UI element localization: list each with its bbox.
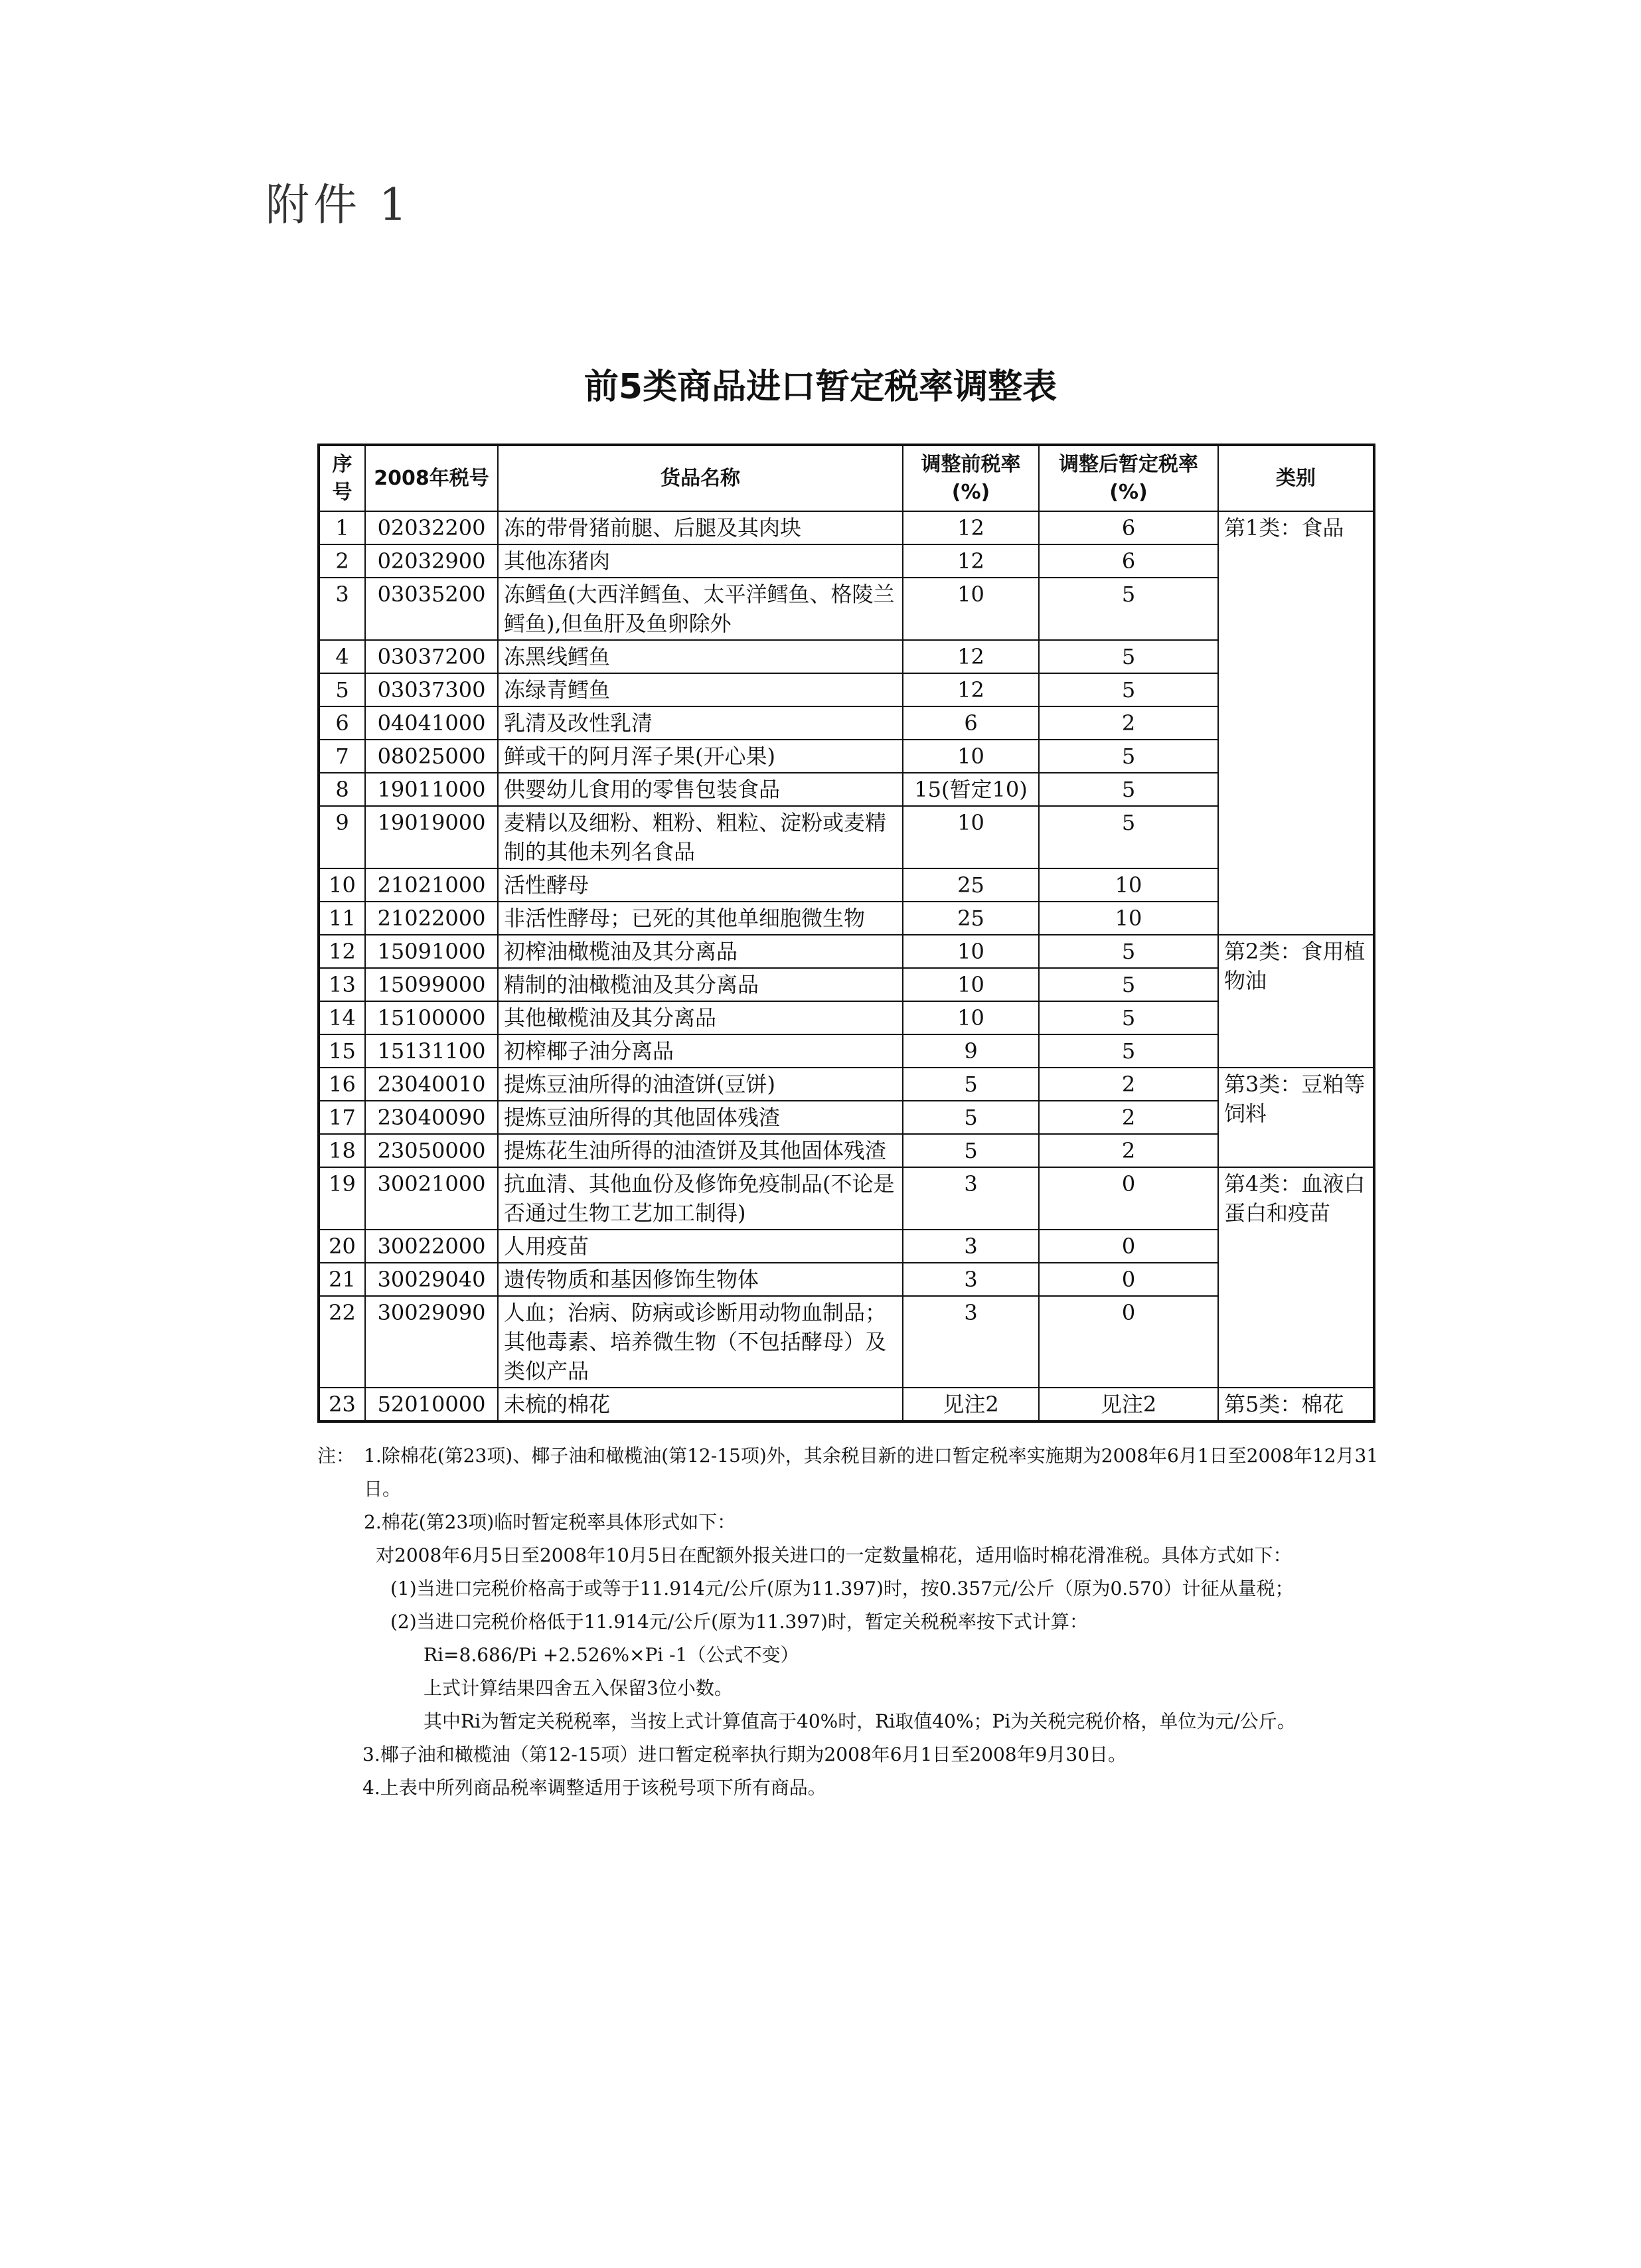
- row-after-rate: 2: [1039, 1101, 1218, 1134]
- header-seq: 序号: [319, 445, 365, 511]
- row-seq: 11: [319, 902, 365, 935]
- table-row: [319, 640, 1374, 673]
- row-after-rate: 5: [1039, 935, 1218, 968]
- note-2-formula: Ri=8.686/Pi +2.526%×Pi -1（公式不变）: [424, 1644, 799, 1666]
- note-1: 1.除棉花(第23项)、椰子油和橄榄油(第12-15项)外，其余税目新的进口暂定税率实施期为2008年6月1日至2008年12月31日。: [364, 1445, 1379, 1500]
- row-code: 21021000: [365, 868, 498, 902]
- row-code: 02032900: [365, 544, 498, 578]
- row-code: 03037200: [365, 640, 498, 673]
- row-seq: 19: [319, 1167, 365, 1230]
- row-after-rate: 0: [1039, 1230, 1218, 1263]
- row-after-rate: 5: [1039, 640, 1218, 673]
- row-name: 精制的油橄榄油及其分离品: [498, 968, 903, 1001]
- header-category: 类别: [1218, 445, 1374, 511]
- row-seq: 12: [319, 935, 365, 968]
- row-name: 初榨椰子油分离品: [498, 1034, 903, 1068]
- row-code: 15099000: [365, 968, 498, 1001]
- attachment-label: 附件 1: [266, 179, 411, 230]
- table-row: [319, 868, 1374, 902]
- row-code: 15091000: [365, 935, 498, 968]
- row-before-rate: 3: [903, 1230, 1039, 1263]
- row-seq: 7: [319, 740, 365, 773]
- row-seq: 8: [319, 773, 365, 806]
- table-row: [319, 1296, 1374, 1388]
- note-2-clause-2: (2)当进口完税价格低于11.914元/公斤(原为11.397)时，暂定关税税率按下式计算：: [390, 1611, 1088, 1633]
- table-row: [319, 968, 1374, 1001]
- row-before-rate: 6: [903, 706, 1039, 740]
- row-before-rate: 5: [903, 1134, 1039, 1167]
- tariff-table: [317, 444, 1375, 1423]
- row-name: 未梳的棉花: [498, 1388, 903, 1421]
- row-seq: 13: [319, 968, 365, 1001]
- row-name: 提炼豆油所得的油渣饼(豆饼): [498, 1068, 903, 1101]
- note-2-definition: 其中Ri为暂定关税税率，当按上式计算值高于40%时，Ri取值40%；Pi为关税完税价格，单位为元/公斤。: [424, 1710, 1296, 1732]
- row-code: 21022000: [365, 902, 498, 935]
- row-before-rate: 10: [903, 935, 1039, 968]
- row-name: 抗血清、其他血份及修饰免疫制品(不论是否通过生物工艺加工制得): [498, 1167, 903, 1230]
- row-seq: 21: [319, 1263, 365, 1296]
- table-row: [319, 1388, 1374, 1421]
- row-seq: 9: [319, 806, 365, 868]
- table-row: [319, 673, 1374, 706]
- notes-section: [317, 1439, 1379, 1805]
- row-seq: 6: [319, 706, 365, 740]
- row-before-rate: 25: [903, 902, 1039, 935]
- row-after-rate: 2: [1039, 706, 1218, 740]
- table-row: [319, 1263, 1374, 1296]
- row-name: 供婴幼儿食用的零售包装食品: [498, 773, 903, 806]
- row-before-rate: 5: [903, 1101, 1039, 1134]
- row-after-rate: 5: [1039, 1034, 1218, 1068]
- row-after-rate: 10: [1039, 868, 1218, 902]
- table-row: [319, 902, 1374, 935]
- row-before-rate: 3: [903, 1167, 1039, 1230]
- row-code: 15131100: [365, 1034, 498, 1068]
- row-before-rate: 3: [903, 1263, 1039, 1296]
- row-before-rate: 12: [903, 640, 1039, 673]
- row-after-rate: 2: [1039, 1134, 1218, 1167]
- note-3: 3.椰子油和橄榄油（第12-15项）进口暂定税率执行期为2008年6月1日至2008年9月30日。: [362, 1743, 1127, 1765]
- row-name: 非活性酵母；已死的其他单细胞微生物: [498, 902, 903, 935]
- row-name: 遗传物质和基因修饰生物体: [498, 1263, 903, 1296]
- row-before-rate: 9: [903, 1034, 1039, 1068]
- category-blood-vaccine: 第4类：血液白蛋白和疫苗: [1218, 1167, 1374, 1388]
- row-after-rate: 10: [1039, 902, 1218, 935]
- row-name: 冻黑线鳕鱼: [498, 640, 903, 673]
- row-before-rate: 10: [903, 968, 1039, 1001]
- row-before-rate: 15(暂定10): [903, 773, 1039, 806]
- row-before-rate: 10: [903, 806, 1039, 868]
- row-after-rate: 0: [1039, 1167, 1218, 1230]
- row-name: 人血；治病、防病或诊断用动物血制品；其他毒素、培养微生物（不包括酵母）及类似产品: [498, 1296, 903, 1388]
- category-cotton: 第5类：棉花: [1218, 1388, 1374, 1421]
- row-after-rate: 5: [1039, 673, 1218, 706]
- row-after-rate: 5: [1039, 740, 1218, 773]
- table-row: [319, 1101, 1374, 1134]
- row-name: 其他冻猪肉: [498, 544, 903, 578]
- header-name: 货品名称: [498, 445, 903, 511]
- row-after-rate: 2: [1039, 1068, 1218, 1101]
- row-after-rate: 6: [1039, 511, 1218, 544]
- row-name: 提炼花生油所得的油渣饼及其他固体残渣: [498, 1134, 903, 1167]
- document-title: 前5类商品进口暂定税率调整表: [584, 367, 1057, 407]
- header-code: 2008年税号: [365, 445, 498, 511]
- row-seq: 17: [319, 1101, 365, 1134]
- table-row: [319, 806, 1374, 868]
- row-seq: 22: [319, 1296, 365, 1388]
- row-code: 23040010: [365, 1068, 498, 1101]
- row-code: 30022000: [365, 1230, 498, 1263]
- header-after-rate: 调整后暂定税率(%): [1039, 445, 1218, 511]
- row-seq: 18: [319, 1134, 365, 1167]
- row-after-rate: 5: [1039, 773, 1218, 806]
- table-row: [319, 773, 1374, 806]
- row-name: 人用疫苗: [498, 1230, 903, 1263]
- row-code: 08025000: [365, 740, 498, 773]
- row-name: 乳清及改性乳清: [498, 706, 903, 740]
- header-before-rate: 调整前税率(%): [903, 445, 1039, 511]
- row-seq: 23: [319, 1388, 365, 1421]
- row-before-rate: 10: [903, 1001, 1039, 1034]
- category-food: 第1类：食品: [1218, 511, 1374, 935]
- table-row: [319, 1167, 1374, 1230]
- note-2: 2.棉花(第23项)临时暂定税率具体形式如下：: [364, 1511, 736, 1533]
- row-seq: 14: [319, 1001, 365, 1034]
- row-before-rate: 见注2: [903, 1388, 1039, 1421]
- row-code: 30021000: [365, 1167, 498, 1230]
- table-row: [319, 935, 1374, 968]
- table-row: [319, 1034, 1374, 1068]
- row-code: 23050000: [365, 1134, 498, 1167]
- row-before-rate: 10: [903, 740, 1039, 773]
- row-seq: 15: [319, 1034, 365, 1068]
- note-2-rounding: 上式计算结果四舍五入保留3位小数。: [424, 1677, 733, 1699]
- row-code: 52010000: [365, 1388, 498, 1421]
- row-code: 30029040: [365, 1263, 498, 1296]
- table-row: [319, 578, 1374, 640]
- row-before-rate: 12: [903, 511, 1039, 544]
- note-2-clause-1: (1)当进口完税价格高于或等于11.914元/公斤(原为11.397)时，按0.357元/公斤（原为0.570）计征从量税；: [390, 1578, 1294, 1599]
- row-seq: 5: [319, 673, 365, 706]
- table-row: [319, 544, 1374, 578]
- row-name: 活性酵母: [498, 868, 903, 902]
- table-row: [319, 1001, 1374, 1034]
- row-seq: 10: [319, 868, 365, 902]
- row-code: 02032200: [365, 511, 498, 544]
- row-seq: 1: [319, 511, 365, 544]
- note-2-intro: 对2008年6月5日至2008年10月5日在配额外报关进口的一定数量棉花，适用临时棉花滑准税。具体方式如下：: [376, 1544, 1292, 1566]
- row-before-rate: 25: [903, 868, 1039, 902]
- row-seq: 2: [319, 544, 365, 578]
- row-name: 麦精以及细粉、粗粉、粗粒、淀粉或麦精制的其他未列名食品: [498, 806, 903, 868]
- row-after-rate: 5: [1039, 578, 1218, 640]
- row-name: 冻绿青鳕鱼: [498, 673, 903, 706]
- table-row: [319, 511, 1374, 544]
- row-seq: 3: [319, 578, 365, 640]
- row-before-rate: 12: [903, 673, 1039, 706]
- row-seq: 4: [319, 640, 365, 673]
- row-before-rate: 3: [903, 1296, 1039, 1388]
- row-name: 鲜或干的阿月浑子果(开心果): [498, 740, 903, 773]
- row-after-rate: 5: [1039, 806, 1218, 868]
- row-before-rate: 5: [903, 1068, 1039, 1101]
- table-row: [319, 706, 1374, 740]
- row-seq: 16: [319, 1068, 365, 1101]
- row-after-rate: 0: [1039, 1296, 1218, 1388]
- row-before-rate: 12: [903, 544, 1039, 578]
- table-header-row: [319, 445, 1374, 511]
- table-row: [319, 1068, 1374, 1101]
- row-before-rate: 10: [903, 578, 1039, 640]
- row-code: 15100000: [365, 1001, 498, 1034]
- row-code: 19019000: [365, 806, 498, 868]
- row-name: 提炼豆油所得的其他固体残渣: [498, 1101, 903, 1134]
- notes-label: 注：: [317, 1445, 355, 1467]
- row-name: 冻鳕鱼(大西洋鳕鱼、太平洋鳕鱼、格陵兰鳕鱼),但鱼肝及鱼卵除外: [498, 578, 903, 640]
- row-after-rate: 5: [1039, 1001, 1218, 1034]
- row-seq: 20: [319, 1230, 365, 1263]
- row-code: 19011000: [365, 773, 498, 806]
- category-edible-oil: 第2类：食用植物油: [1218, 935, 1374, 1068]
- row-code: 23040090: [365, 1101, 498, 1134]
- row-after-rate: 5: [1039, 968, 1218, 1001]
- row-code: 30029090: [365, 1296, 498, 1388]
- row-code: 04041000: [365, 706, 498, 740]
- category-feed: 第3类：豆粕等饲料: [1218, 1068, 1374, 1167]
- row-code: 03035200: [365, 578, 498, 640]
- row-name: 冻的带骨猪前腿、后腿及其肉块: [498, 511, 903, 544]
- row-after-rate: 见注2: [1039, 1388, 1218, 1421]
- row-name: 其他橄榄油及其分离品: [498, 1001, 903, 1034]
- row-code: 03037300: [365, 673, 498, 706]
- note-4: 4.上表中所列商品税率调整适用于该税号项下所有商品。: [362, 1777, 826, 1799]
- table-row: [319, 1230, 1374, 1263]
- table-row: [319, 740, 1374, 773]
- row-after-rate: 0: [1039, 1263, 1218, 1296]
- row-after-rate: 6: [1039, 544, 1218, 578]
- row-name: 初榨油橄榄油及其分离品: [498, 935, 903, 968]
- table-row: [319, 1134, 1374, 1167]
